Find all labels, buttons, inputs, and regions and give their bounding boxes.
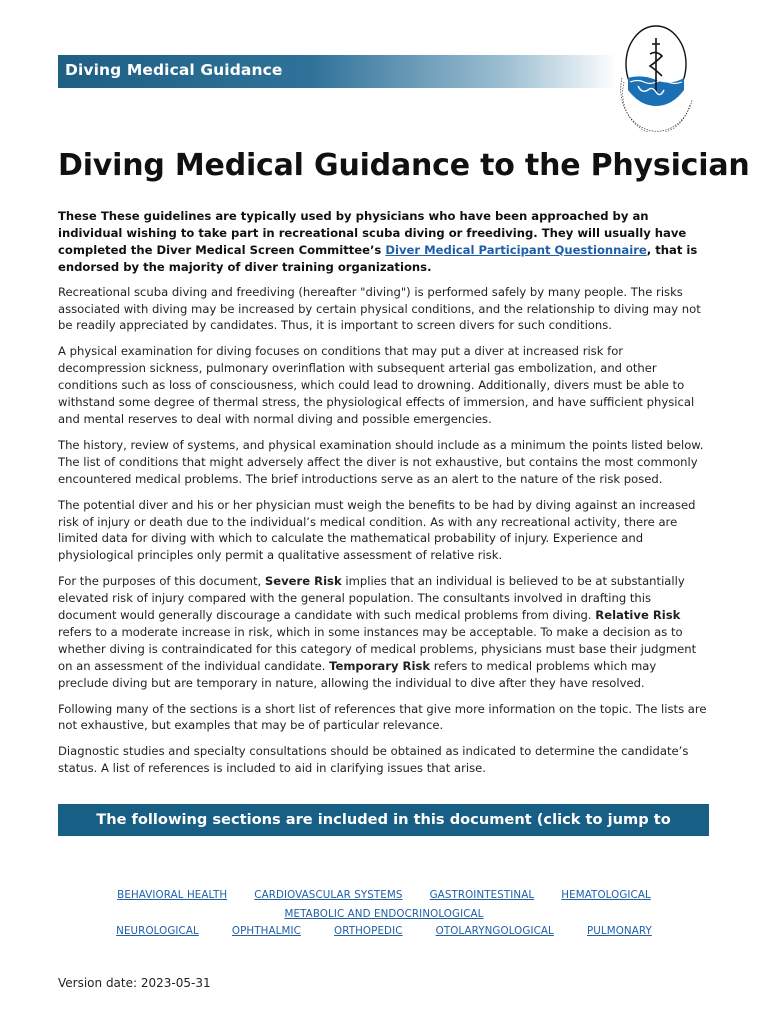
section-link-neurological[interactable]: NEUROLOGICAL — [116, 925, 199, 937]
version-date: Version date: 2023-05-31 — [58, 976, 211, 990]
intro-text-start: These These guidelines are typically used by physicians who have been approached by an individual wishing to take part in recreational scuba diving or freediving. They will usually have completed the Diver Medical Screen Committee’s — [58, 209, 687, 257]
section-links-row-1 — [0, 883, 768, 921]
page-title: Diving Medical Guidance to the Physician — [58, 148, 750, 183]
intro-paragraph — [58, 208, 710, 276]
section-link-ophthalmic[interactable]: OPHTHALMIC — [231, 925, 301, 937]
paragraph-risk-benefit: The potential diver and his or her physician must weigh the benefits to be had by diving against an increased risk of injury or death due to the individual’s medical condition. As with any recreational activity, there are limited data for diving with which to calculate the mathematical probability of injury. Experience and physiological principles only permit a qualitative assessment of relative risk. — [58, 497, 696, 563]
section-link-hematological[interactable]: HEMATOLOGICAL — [561, 889, 651, 901]
uhms-logo-icon — [612, 20, 708, 132]
section-link-orthopedic[interactable]: ORTHOPEDIC — [333, 925, 403, 937]
risk-text-d: refers to medical problems which may preclude diving but are temporary in nature, allowing the individual to dive after they have resolved. — [58, 658, 657, 690]
risk-text-b: implies that an individual is believed to be at substantially elevated risk of injury compared with the general population. The consultants involved in drafting this document would generally discourage a candidate with such medical problems from diving. — [58, 574, 685, 623]
section-link-pulmonary[interactable]: PULMONARY — [586, 925, 652, 937]
section-link-metabolic-endocrinological[interactable]: METABOLIC AND ENDOCRINOLOGICAL — [284, 908, 484, 920]
paragraph-references: Following many of the sections is a short list of references that give more information on the topic. The lists are not exhaustive, but examples that may be of particular relevance. — [58, 701, 707, 733]
severe-risk-term: Severe Risk — [264, 574, 342, 589]
paragraph-physical-exam: A physical examination for diving focuses on conditions that may put a diver at increased risk for decompression sickness, pulmonary overinflation with subsequent arterial gas embolization, and other conditions such as loss of consciousness, which could lead to drowning. Additionally, divers must be able to withstand some degree of thermal stress, the physiological effects of immersion, and have sufficient physical and mental reserves to deal with normal diving and possible emergencies. — [58, 344, 695, 426]
header-banner — [58, 55, 618, 88]
section-link-otolaryngological[interactable]: OTOLARYNGOLOGICAL — [435, 925, 554, 937]
relative-risk-term: Relative Risk — [595, 608, 681, 623]
questionnaire-link[interactable]: Diver Medical Participant Questionnaire — [385, 242, 647, 257]
section-link-cardiovascular[interactable]: CARDIOVASCULAR SYSTEMS — [254, 889, 403, 901]
intro-text-end: , that is endorsed by the majority of diver training organizations. — [58, 242, 698, 274]
section-link-behavioral-health[interactable]: BEHAVIORAL HEALTH — [117, 889, 228, 901]
paragraph-risk-definitions — [58, 573, 710, 691]
risk-text-a: For the purposes of this document, — [58, 574, 265, 589]
section-link-gastrointestinal[interactable]: GASTROINTESTINAL — [429, 889, 535, 901]
document-body — [58, 208, 710, 786]
sections-heading: The following sections are included in this document (click to jump to section): — [58, 804, 709, 836]
paragraph-diagnostics: Diagnostic studies and specialty consultations should be obtained as indicated to determine the candidate’s status. A list of references is included to aid in clarifying issues that arise. — [58, 744, 689, 776]
temporary-risk-term: Temporary Risk — [329, 658, 431, 673]
paragraph-screening: Recreational scuba diving and freediving (hereafter "diving") is performed safely by many people. The risks associated with diving may be increased by certain physical conditions, and the relationship to diving may not be readily appreciated by candidates. Thus, it is important to screen divers for such conditions. — [58, 284, 701, 333]
banner-label: Diving Medical Guidance — [65, 61, 283, 79]
section-links-row-2 — [0, 919, 768, 938]
paragraph-history: The history, review of systems, and physical examination should include as a minimum the points listed below. The list of conditions that might adversely affect the diver is not exhaustive, but contains the most commonly encountered medical problems. The brief introductions serve as an alert to the nature of the risk posed. — [58, 437, 704, 486]
risk-text-c: refers to a moderate increase in risk, which in some instances may be acceptable. To make a decision as to whether diving is contraindicated for this category of medical problems, physicians must base their judgment on an assessment of the individual candidate. — [58, 624, 697, 673]
